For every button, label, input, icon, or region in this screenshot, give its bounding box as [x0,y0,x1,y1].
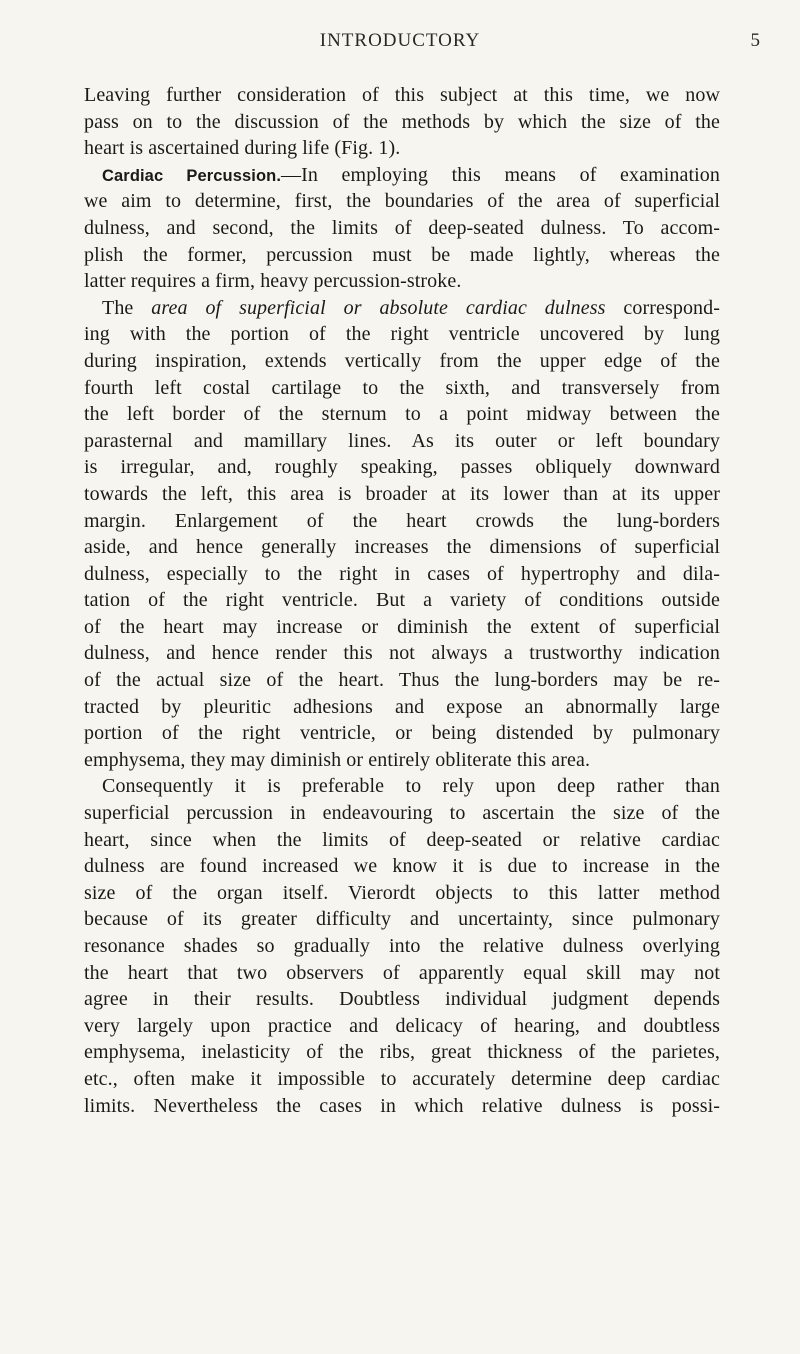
text-line: heart, since when the limits of deep-seated or relative cardiac [84,828,720,851]
text-line: latter requires a firm, heavy percussion-stroke. [84,270,462,293]
body-text [84,82,720,1119]
text-line: size of the organ itself. Vierordt objects to this latter method [84,881,720,904]
text-line [84,295,720,322]
text-line: fourth left costal cartilage to the sixth, and transversely from [84,376,720,399]
text-line: dulness, and hence render this not always a trustworthy indication [84,642,720,665]
running-head: INTRODUCTORY [319,30,481,51]
text-line: pass on to the discussion of the methods by which the size of the [84,110,720,133]
page-header [40,30,760,58]
text-line [84,162,720,189]
text-line: dulness, especially to the right in cases of hypertrophy and dila- [84,562,720,585]
text-line: etc., often make it impossible to accurately determine deep cardiac [84,1067,720,1090]
text-line: emphysema, inelasticity of the ribs, great thickness of the parietes, [84,1041,720,1064]
text-line: Leaving further consideration of this subject at this time, we now [84,84,720,106]
text-line: emphysema, they may diminish or entirely obliterate this area. [84,748,591,771]
text-line: heart is ascertained during life (Fig. 1). [84,137,401,160]
text-line: agree in their results. Doubtless individual judgment depends [84,988,720,1011]
text-line: tation of the right ventricle. But a variety of conditions outside [84,589,720,612]
section-heading: Cardiac Percussion. [102,166,282,185]
text-line: of the heart may increase or diminish the extent of superficial [84,615,720,638]
text-line: ing with the portion of the right ventricle uncovered by lung [84,323,720,346]
text-run: —In employing this means of examination [281,163,720,186]
text-run: correspond- [605,296,721,319]
text-line: during inspiration, extends vertically from the upper edge of the [84,349,720,372]
text-line: superficial percussion in endeavouring to ascertain the size of the [84,802,720,825]
text-line: towards the left, this area is broader at its lower than at its upper [84,482,720,505]
text-line: portion of the right ventricle, or being distended by pulmonary [84,722,720,745]
italic-term: area of superficial or absolute cardiac dulness [151,296,606,319]
text-line: we aim to determine, first, the boundaries of the area of superficial [84,190,720,213]
text-line: the heart that two observers of apparently equal skill may not [84,961,720,984]
text-line: because of its greater difficulty and uncertainty, since pulmonary [84,908,720,931]
text-line: tracted by pleuritic adhesions and expose an abnormally large [84,695,720,718]
text-line: dulness are found increased we know it is due to increase in the [84,855,720,878]
text-line: resonance shades so gradually into the relative dulness overlying [84,935,720,957]
text-line: is irregular, and, roughly speaking, passes obliquely downward [84,456,720,479]
text-line: the left border of the sternum to a point midway between the [84,403,720,426]
text-line: margin. Enlargement of the heart crowds the lung-borders [84,509,720,532]
text-line: of the actual size of the heart. Thus the lung-borders may be re- [84,669,720,692]
text-line: limits. Nevertheless the cases in which relative dulness is possi- [84,1094,720,1117]
text-run: The [102,296,152,319]
text-line: very largely upon practice and delicacy of hearing, and doubtless [84,1014,720,1037]
text-line: plish the former, percussion must be made lightly, whereas the [84,243,720,266]
page-number: 5 [750,30,760,51]
text-line: aside, and hence generally increases the dimensions of superficial [84,536,720,559]
text-line: dulness, and second, the limits of deep-seated dulness. To accom- [84,216,720,239]
text-line: parasternal and mamillary lines. As its outer or left boundary [84,429,720,452]
text-line: Consequently it is preferable to rely upon deep rather than [102,775,720,798]
